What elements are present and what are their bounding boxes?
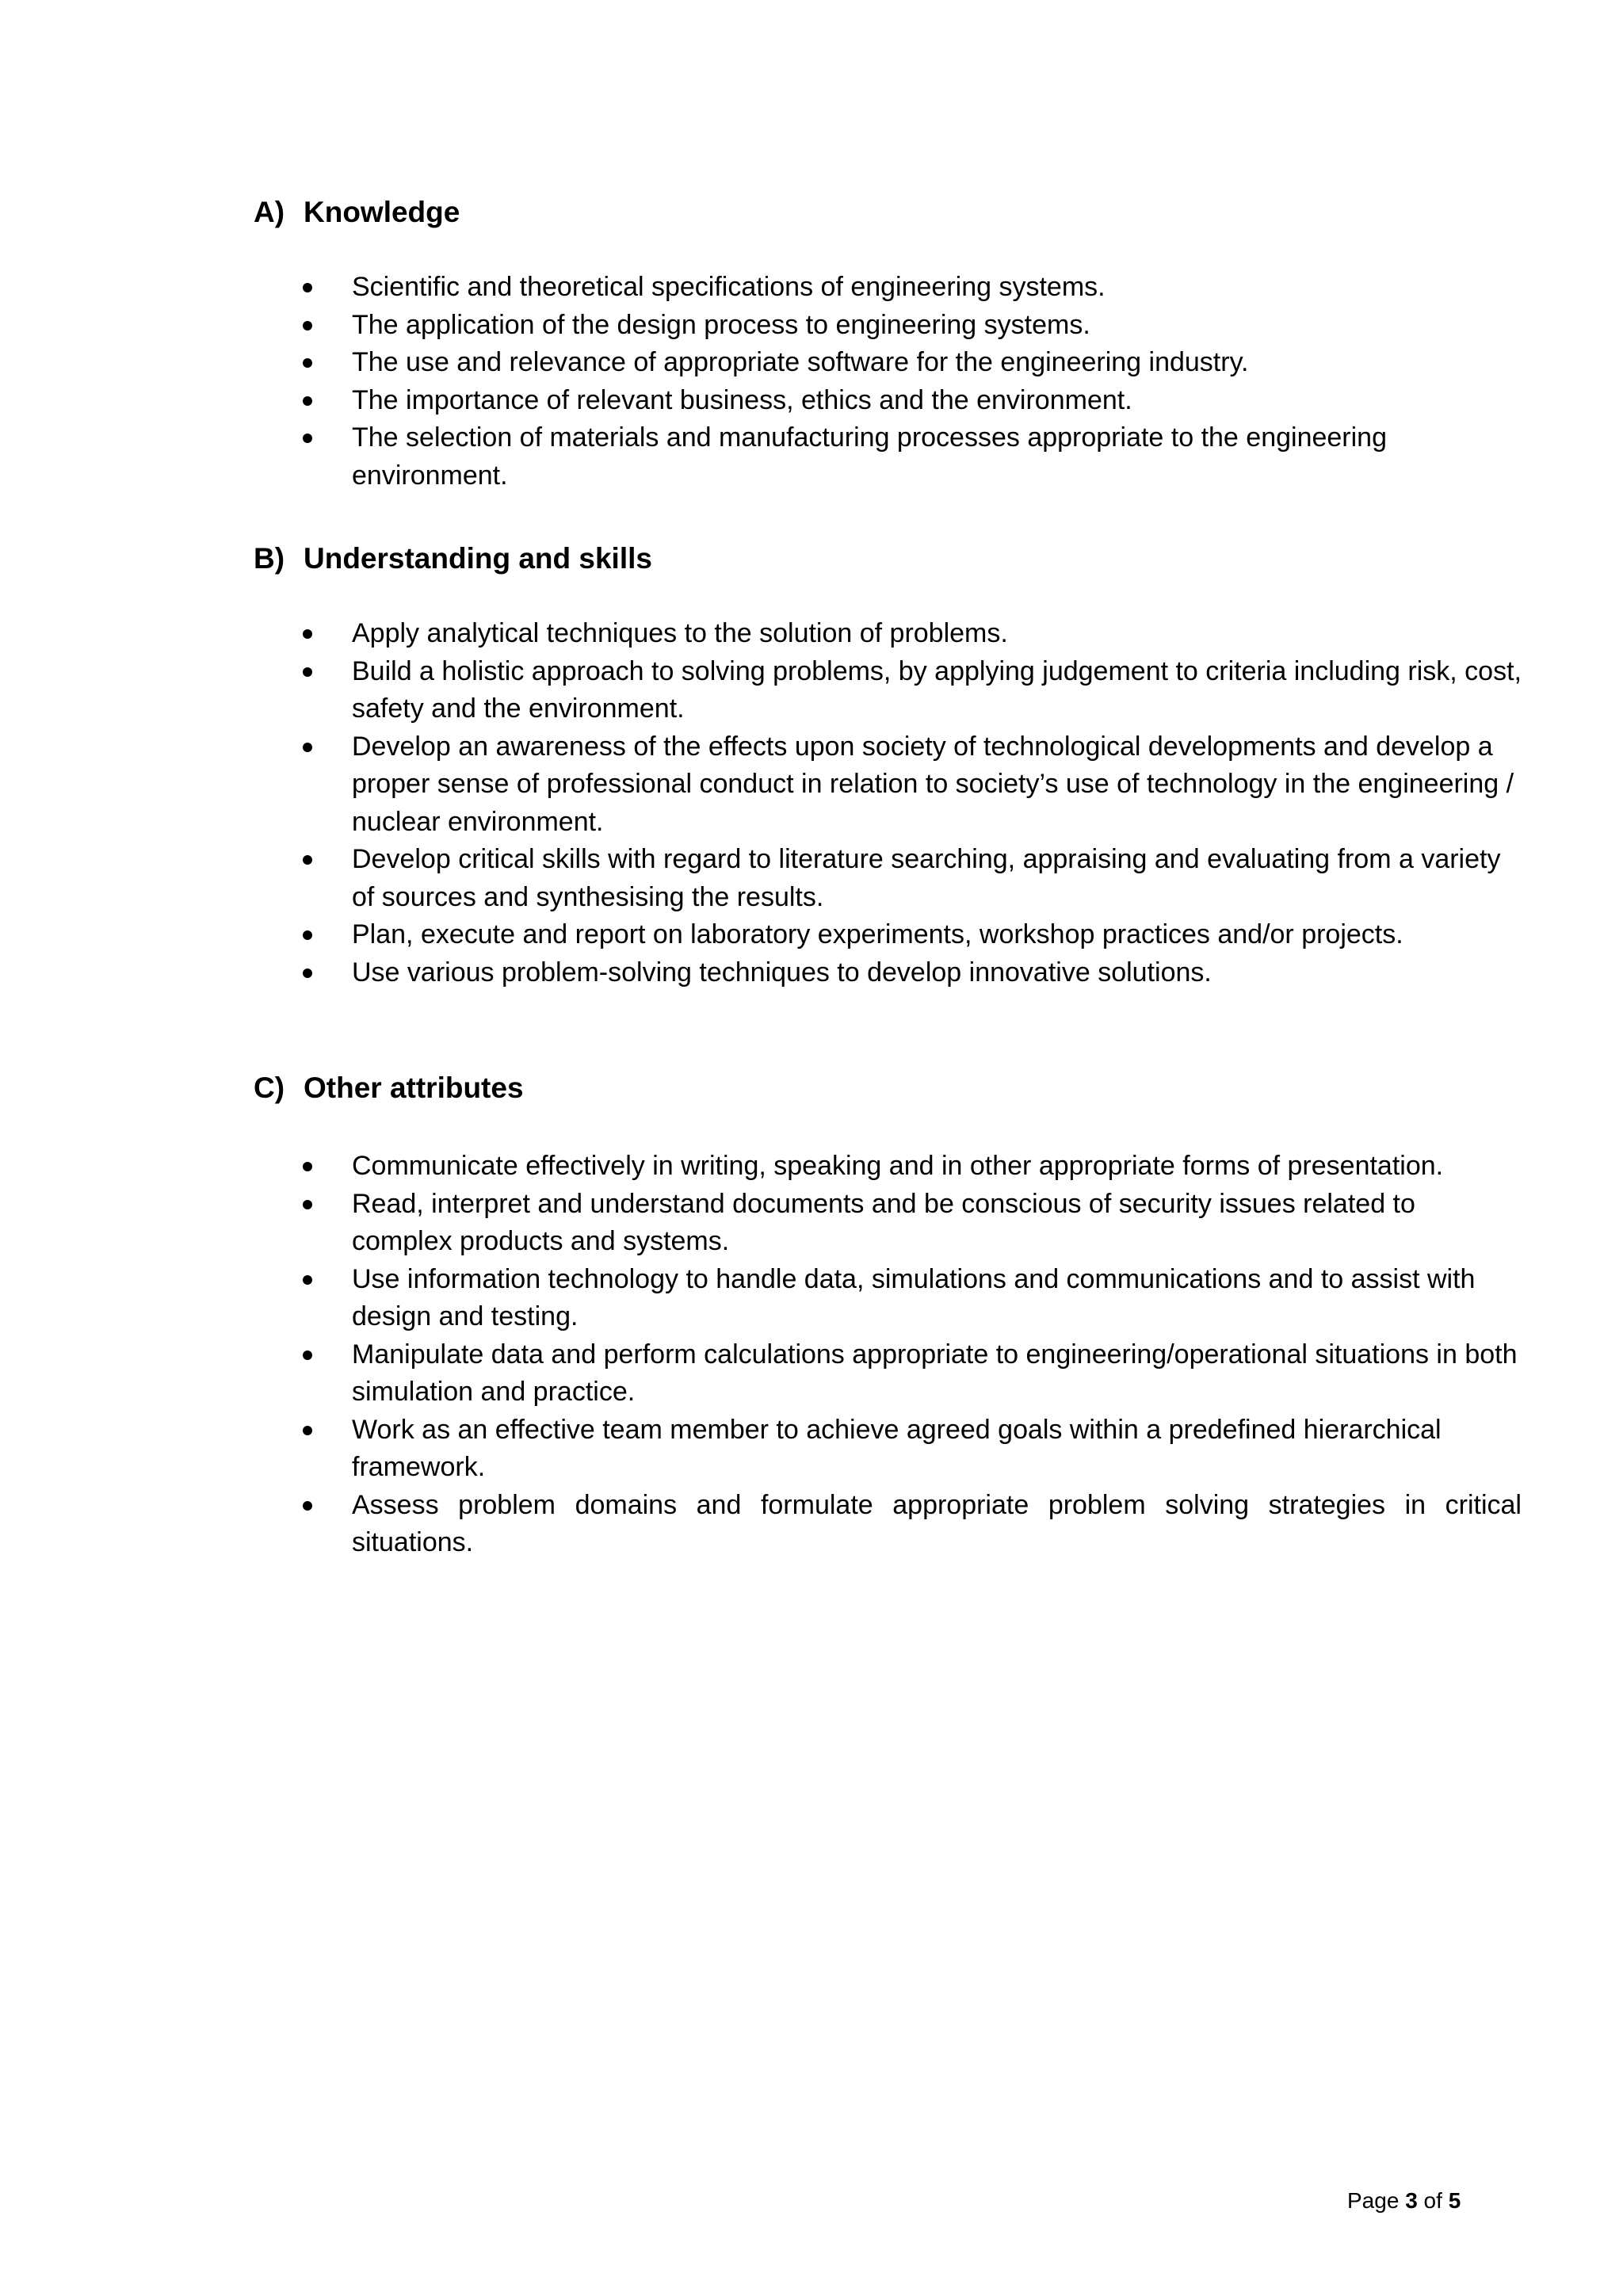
bullet-icon — [303, 1200, 312, 1209]
list-item: Assess problem domains and formulate appropriate problem solving strategies in critical situations. — [254, 1487, 1522, 1562]
section-other-attributes — [254, 1070, 1522, 1562]
section-title: Understanding and skills — [304, 542, 652, 575]
section-title: Other attributes — [304, 1072, 524, 1104]
bullet-icon — [303, 667, 312, 677]
section-heading — [254, 194, 1522, 231]
bullet-icon — [303, 629, 312, 639]
bullet-icon — [303, 968, 312, 978]
bullet-icon — [303, 743, 312, 752]
section-title: Knowledge — [304, 196, 460, 228]
list-item: The use and relevance of appropriate software for the engineering industry. — [254, 344, 1522, 382]
bullet-icon — [303, 1275, 312, 1285]
bullet-icon — [303, 396, 312, 406]
list-item: Use various problem-solving techniques to develop innovative solutions. — [254, 954, 1522, 992]
list-item: Develop an awareness of the effects upon society of technological developments and develop a proper sense of professional conduct in relation to society’s use of technology in the engineering / nuclear environment. — [254, 728, 1522, 842]
bullet-list — [254, 1148, 1522, 1562]
bullet-icon — [303, 283, 312, 292]
bullet-icon — [303, 1426, 312, 1435]
bullet-icon — [303, 434, 312, 443]
list-item: The importance of relevant business, ethics and the environment. — [254, 382, 1522, 420]
list-item: The application of the design process to engineering systems. — [254, 307, 1522, 345]
of-label: of — [1423, 2188, 1442, 2213]
bullet-icon — [303, 930, 312, 940]
list-item: Build a holistic approach to solving problems, by applying judgement to criteria including risk, cost, safety and the environment. — [254, 653, 1522, 728]
bullet-icon — [303, 855, 312, 865]
list-item: Scientific and theoretical specifications of engineering systems. — [254, 269, 1522, 307]
bullet-icon — [303, 1162, 312, 1171]
list-item: Manipulate data and perform calculations appropriate to engineering/operational situations in both simulation and practice. — [254, 1336, 1522, 1412]
section-heading — [254, 541, 1522, 577]
section-letter: C) — [254, 1072, 285, 1104]
bullet-list — [254, 269, 1522, 495]
current-page: 3 — [1405, 2188, 1418, 2213]
total-pages: 5 — [1448, 2188, 1461, 2213]
bullet-icon — [303, 321, 312, 330]
section-knowledge — [254, 194, 1522, 495]
bullet-icon — [303, 1501, 312, 1511]
list-item: The selection of materials and manufacturing processes appropriate to the engineering environment. — [254, 419, 1522, 495]
page-number — [1347, 2187, 1461, 2214]
list-item: Work as an effective team member to achieve agreed goals within a predefined hierarchical framework. — [254, 1412, 1522, 1487]
section-heading — [254, 1070, 1522, 1106]
list-item: Read, interpret and understand documents and be conscious of security issues related to complex products and systems. — [254, 1186, 1522, 1261]
page-label: Page — [1347, 2188, 1400, 2213]
section-letter: B) — [254, 542, 285, 575]
list-item: Apply analytical techniques to the solution of problems. — [254, 615, 1522, 653]
list-item: Communicate effectively in writing, speaking and in other appropriate forms of presentation. — [254, 1148, 1522, 1186]
list-item: Plan, execute and report on laboratory experiments, workshop practices and/or projects. — [254, 916, 1522, 954]
bullet-icon — [303, 1350, 312, 1360]
section-understanding-and-skills — [254, 541, 1522, 991]
bullet-icon — [303, 358, 312, 368]
section-letter: A) — [254, 196, 285, 228]
list-item: Develop critical skills with regard to literature searching, appraising and evaluating from a variety of sources and synthesising the results. — [254, 841, 1522, 916]
bullet-list — [254, 615, 1522, 991]
list-item: Use information technology to handle data, simulations and communications and to assist with design and testing. — [254, 1261, 1522, 1336]
